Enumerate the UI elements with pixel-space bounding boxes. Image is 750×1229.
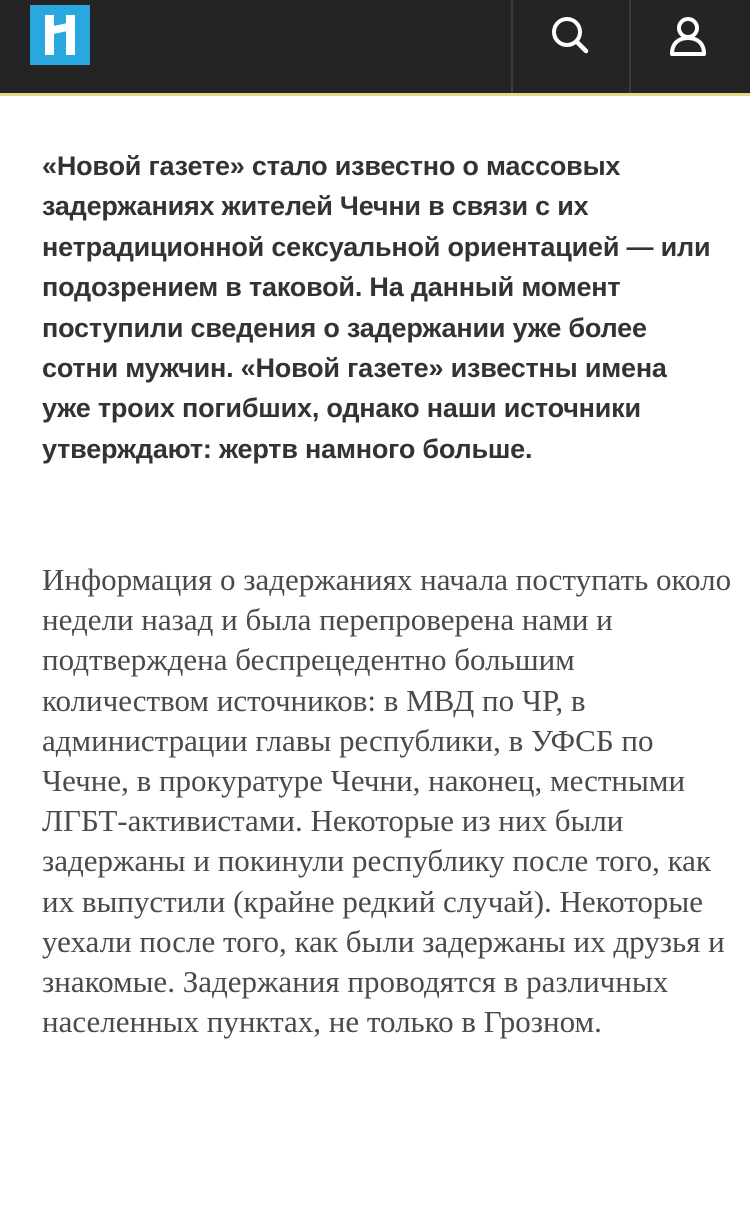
search-button[interactable] [511,0,627,93]
top-navigation-bar [0,0,750,96]
novaya-gazeta-logo[interactable] [30,5,90,65]
article-paragraph: Информация о задержаниях начала поступать около недели назад и была перепроверена нами и подтверждена беспрецедентно большим количеством источников: в МВД по ЧР, в администрации главы республики, в УФСБ по Чечне, в прокуратуре Чечни, наконец, местными ЛГБТ-активистами. Некоторые из них были задержаны и покинули республику после того, как их выпустили (крайне редкий случай). Некоторые уехали после того, как были задержаны их друзья и знакомые. Задержания проводятся в различных населенных пунктах, не только в Грозном. [42,562,732,1040]
search-icon [548,14,592,63]
profile-button[interactable] [629,0,745,93]
user-icon [666,14,710,63]
article-lead: «Новой газете» стало известно о массовых задержаниях жителей Чечни в связи с их нетрадиционной сексуальной ориентацией — или подозрением в таковой. На данный момент поступили сведения о задержании уже более сотни мужчин. «Новой газете» известны имена уже троих погибших, однако наши источники утверждают: жертв намного больше. [42,151,711,464]
